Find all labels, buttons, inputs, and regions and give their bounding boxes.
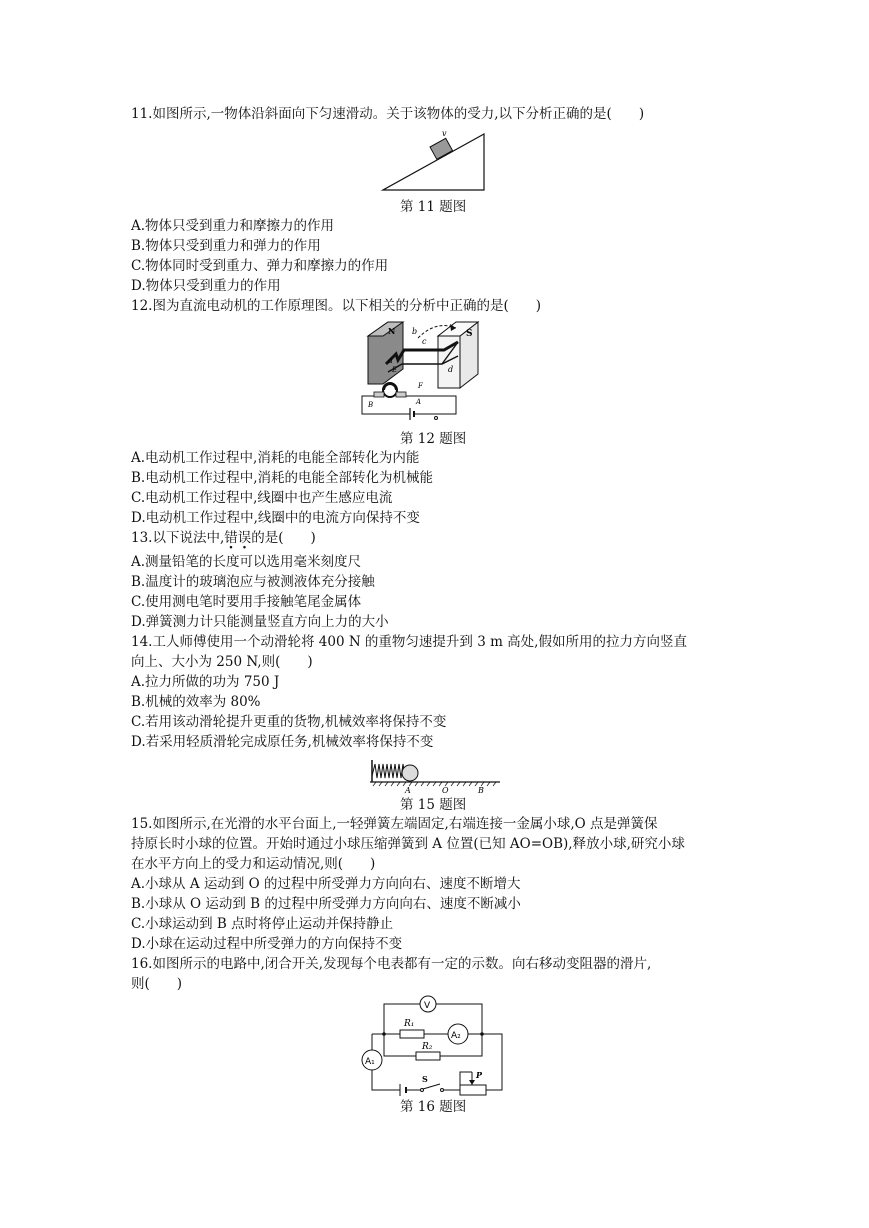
q15-option-d: D.小球在运动过程中所受弹力的方向保持不变 (131, 936, 403, 952)
switch-label: S (422, 1074, 428, 1084)
q11-option-a: A.物体只受到重力和摩擦力的作用 (131, 218, 335, 234)
q12-option-c: C.电动机工作过程中,线圈中也产生感应电流 (131, 490, 393, 506)
q11-stem: 11.如图所示,一物体沿斜面向下匀速滑动。关于该物体的受力,以下分析正确的是( ) (131, 106, 645, 122)
q14-option-c: C.若用该动滑轮提升更重的货物,机械效率将保持不变 (131, 714, 447, 730)
q13-emphasis-2: 误 (237, 530, 252, 546)
coil-d-label: d (448, 365, 454, 374)
q13-option-d: D.弹簧测力计只能测量竖直方向上力的大小 (131, 614, 389, 630)
r2-label: R₂ (422, 1042, 433, 1052)
q12-stem: 12.图为直流电动机的工作原理图。以下相关的分析中正确的是( ) (131, 298, 542, 314)
incline-figure (380, 129, 490, 194)
q15-caption: 第 15 题图 (400, 797, 467, 813)
slider-label: P (476, 1070, 483, 1080)
r1-label: R₁ (404, 1019, 415, 1029)
south-pole-label: S (466, 329, 473, 339)
q12-option-a: A.电动机工作过程中,消耗的电能全部转化为内能 (131, 450, 420, 466)
q12-option-d: D.电动机工作过程中,线圈中的电流方向保持不变 (131, 510, 420, 526)
velocity-label: v (442, 129, 447, 138)
q14-stem-line2: 向上、大小为 250 N,则( ) (131, 654, 313, 670)
circuit-figure (360, 992, 510, 1096)
ammeter-a2-label: A₂ (451, 1031, 461, 1041)
q15-stem-line1: 15.如图所示,在光滑的水平台面上,一轻弹簧左端固定,右端连接一金属小球,O 点是弹簧保 (131, 816, 658, 832)
q13-option-c: C.使用测电笔时要用手接触笔尾金属体 (131, 594, 362, 610)
q15-stem-line2: 持原长时小球的位置。开始时通过小球压缩弹簧到 A 位置(已知 AO=OB),释放小球,研究小球 (131, 836, 685, 852)
q14-option-b: B.机械的效率为 80% (131, 694, 261, 710)
point-a-label: A (405, 786, 411, 795)
q12-option-b: B.电动机工作过程中,消耗的电能全部转化为机械能 (131, 470, 434, 486)
q13-stem-post: 的是( ) (251, 530, 316, 546)
spring-ball-figure (368, 758, 503, 794)
coil-a-label: a (388, 356, 393, 365)
q15-option-a: A.小球从 A 运动到 O 的过程中所受弹力方向向右、速度不断增大 (131, 876, 521, 892)
q13-stem-pre: 13.以下说法中, (131, 530, 225, 546)
q11-option-c: C.物体同时受到重力、弹力和摩擦力的作用 (131, 258, 389, 274)
motor-figure (358, 314, 473, 424)
brush-a-label: A (416, 398, 422, 406)
commutator-e-label: E (392, 366, 398, 374)
q13-stem (131, 528, 316, 548)
brush-b-label: B (368, 401, 374, 409)
ammeter-a1-label: A₁ (365, 1057, 375, 1067)
voltmeter-label: V (424, 1001, 431, 1011)
q16-caption: 第 16 题图 (400, 1099, 467, 1115)
q13-option-b: B.温度计的玻璃泡应与被测液体充分接触 (131, 574, 375, 590)
q15-stem-line3: 在水平方向上的受力和运动情况,则( ) (131, 856, 376, 872)
q14-option-d: D.若采用轻质滑轮完成原任务,机械效率将保持不变 (131, 734, 434, 750)
coil-c-label: c (422, 337, 427, 346)
q13-emphasis-1: 错 (224, 530, 238, 546)
q11-caption: 第 11 题图 (400, 199, 467, 215)
q12-caption: 第 12 题图 (400, 431, 467, 447)
q16-stem-line1: 16.如图所示的电路中,闭合开关,发现每个电表都有一定的示数。向右移动变阻器的滑片, (131, 956, 652, 972)
q15-option-c: C.小球运动到 B 点时将停止运动并保持静止 (131, 916, 394, 932)
q15-option-b: B.小球从 O 运动到 B 的过程中所受弹力方向向右、速度不断减小 (131, 896, 521, 912)
q16-stem-line2: 则( ) (131, 976, 183, 992)
q14-stem-line1: 14.工人师傅使用一个动滑轮将 400 N 的重物匀速提升到 3 m 高处,假如所用的拉力方向竖直 (131, 634, 687, 650)
q14-option-a: A.拉力所做的功为 750 J (131, 674, 280, 690)
point-b-label: B (478, 786, 484, 795)
coil-b-label: b (412, 327, 418, 336)
commutator-f-label: F (418, 382, 423, 390)
point-o-label: O (442, 786, 449, 795)
q13-option-a: A.测量铅笔的长度可以选用毫米刻度尺 (131, 554, 362, 570)
q11-option-b: B.物体只受到重力和弹力的作用 (131, 238, 321, 254)
q11-option-d: D.物体只受到重力的作用 (131, 278, 281, 294)
north-pole-label: N (388, 326, 396, 336)
